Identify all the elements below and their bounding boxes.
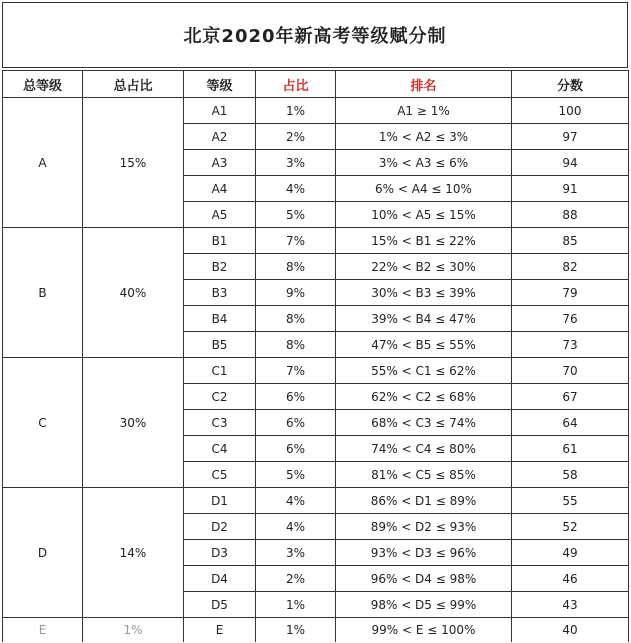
rank-cell: 98% < D5 ≤ 99% (336, 592, 512, 618)
rank-cell: 39% < B4 ≤ 47% (336, 306, 512, 332)
ratio-cell: 9% (256, 280, 336, 306)
grade-cell: C2 (184, 384, 256, 410)
score-cell: 88 (512, 202, 629, 228)
rank-cell: 3% < A3 ≤ 6% (336, 150, 512, 176)
ratio-cell: 4% (256, 488, 336, 514)
table-row (3, 618, 629, 643)
score-cell: 49 (512, 540, 629, 566)
ratio-cell: 3% (256, 540, 336, 566)
header-total-ratio: 总占比 (83, 71, 184, 98)
rank-cell: 55% < C1 ≤ 62% (336, 358, 512, 384)
total-grade-cell: E (3, 618, 83, 643)
rank-cell: 62% < C2 ≤ 68% (336, 384, 512, 410)
ratio-cell: 4% (256, 176, 336, 202)
grade-cell: B1 (184, 228, 256, 254)
score-cell: 64 (512, 410, 629, 436)
grade-cell: D5 (184, 592, 256, 618)
ratio-cell: 6% (256, 384, 336, 410)
grade-cell: C3 (184, 410, 256, 436)
rank-cell: A1 ≥ 1% (336, 98, 512, 124)
header-rank: 排名 (336, 71, 512, 98)
header-score: 分数 (512, 71, 629, 98)
grade-table (2, 70, 629, 642)
rank-cell: 86% < D1 ≤ 89% (336, 488, 512, 514)
score-cell: 76 (512, 306, 629, 332)
total-grade-cell: D (3, 488, 83, 618)
grade-cell: C4 (184, 436, 256, 462)
score-cell: 55 (512, 488, 629, 514)
grade-cell: B5 (184, 332, 256, 358)
total-grade-cell: A (3, 98, 83, 228)
score-cell: 43 (512, 592, 629, 618)
rank-cell: 93% < D3 ≤ 96% (336, 540, 512, 566)
table-row (3, 358, 629, 384)
ratio-cell: 6% (256, 436, 336, 462)
ratio-cell: 7% (256, 228, 336, 254)
score-cell: 58 (512, 462, 629, 488)
total-grade-cell: B (3, 228, 83, 358)
grade-cell: B2 (184, 254, 256, 280)
grade-cell: D1 (184, 488, 256, 514)
score-cell: 97 (512, 124, 629, 150)
total-ratio-cell: 1% (83, 618, 184, 643)
score-cell: 82 (512, 254, 629, 280)
table-body (3, 98, 629, 643)
total-ratio-cell: 30% (83, 358, 184, 488)
total-ratio-cell: 40% (83, 228, 184, 358)
grade-cell: D2 (184, 514, 256, 540)
rank-cell: 74% < C4 ≤ 80% (336, 436, 512, 462)
grade-cell: A2 (184, 124, 256, 150)
rank-cell: 99% < E ≤ 100% (336, 618, 512, 643)
ratio-cell: 8% (256, 306, 336, 332)
ratio-cell: 2% (256, 566, 336, 592)
rank-cell: 96% < D4 ≤ 98% (336, 566, 512, 592)
score-cell: 40 (512, 618, 629, 643)
ratio-cell: 2% (256, 124, 336, 150)
rank-cell: 47% < B5 ≤ 55% (336, 332, 512, 358)
header-ratio: 占比 (256, 71, 336, 98)
ratio-cell: 5% (256, 202, 336, 228)
score-cell: 91 (512, 176, 629, 202)
title-box (2, 2, 628, 68)
ratio-cell: 8% (256, 332, 336, 358)
rank-cell: 68% < C3 ≤ 74% (336, 410, 512, 436)
grade-cell: C1 (184, 358, 256, 384)
grade-cell: C5 (184, 462, 256, 488)
ratio-cell: 1% (256, 592, 336, 618)
ratio-cell: 8% (256, 254, 336, 280)
score-cell: 52 (512, 514, 629, 540)
header-grade: 等级 (184, 71, 256, 98)
score-cell: 79 (512, 280, 629, 306)
ratio-cell: 3% (256, 150, 336, 176)
rank-cell: 15% < B1 ≤ 22% (336, 228, 512, 254)
grade-cell: D3 (184, 540, 256, 566)
ratio-cell: 5% (256, 462, 336, 488)
ratio-cell: 7% (256, 358, 336, 384)
grade-cell: A5 (184, 202, 256, 228)
grade-cell: D4 (184, 566, 256, 592)
ratio-cell: 4% (256, 514, 336, 540)
grade-cell: A1 (184, 98, 256, 124)
score-cell: 85 (512, 228, 629, 254)
score-cell: 46 (512, 566, 629, 592)
total-ratio-cell: 15% (83, 98, 184, 228)
rank-cell: 1% < A2 ≤ 3% (336, 124, 512, 150)
ratio-cell: 1% (256, 618, 336, 643)
score-cell: 73 (512, 332, 629, 358)
score-cell: 94 (512, 150, 629, 176)
rank-cell: 6% < A4 ≤ 10% (336, 176, 512, 202)
score-cell: 61 (512, 436, 629, 462)
total-grade-cell: C (3, 358, 83, 488)
table-row (3, 228, 629, 254)
ratio-cell: 1% (256, 98, 336, 124)
grade-cell: B4 (184, 306, 256, 332)
score-cell: 67 (512, 384, 629, 410)
table-row (3, 98, 629, 124)
table-header-row (3, 71, 629, 98)
header-total-grade: 总等级 (3, 71, 83, 98)
grade-cell: E (184, 618, 256, 643)
score-cell: 70 (512, 358, 629, 384)
rank-cell: 10% < A5 ≤ 15% (336, 202, 512, 228)
total-ratio-cell: 14% (83, 488, 184, 618)
grade-cell: A3 (184, 150, 256, 176)
grade-cell: A4 (184, 176, 256, 202)
ratio-cell: 6% (256, 410, 336, 436)
rank-cell: 81% < C5 ≤ 85% (336, 462, 512, 488)
rank-cell: 22% < B2 ≤ 30% (336, 254, 512, 280)
grade-cell: B3 (184, 280, 256, 306)
page-title: 北京2020年新高考等级赋分制 (183, 26, 447, 47)
rank-cell: 30% < B3 ≤ 39% (336, 280, 512, 306)
table-row (3, 488, 629, 514)
rank-cell: 89% < D2 ≤ 93% (336, 514, 512, 540)
score-cell: 100 (512, 98, 629, 124)
